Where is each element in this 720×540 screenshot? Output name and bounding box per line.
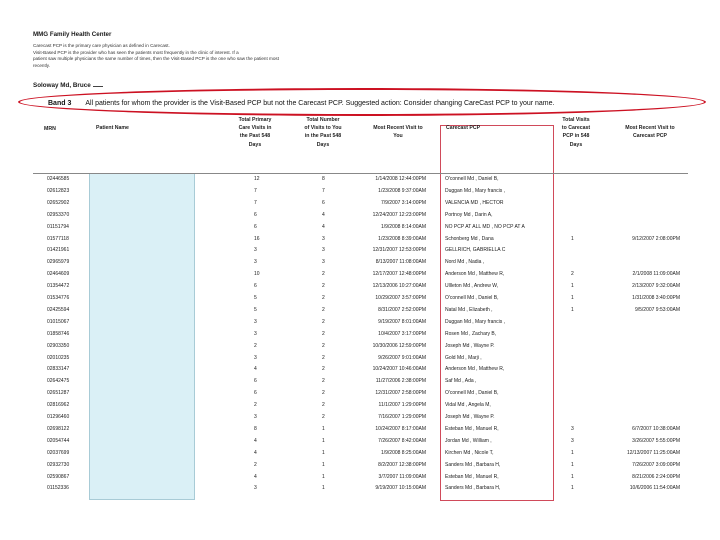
table-row (0, 436, 720, 446)
cell-carecast-pcp: Natal Md , Elizabeth , (445, 306, 493, 313)
cell-mrn: 02651287 (47, 390, 70, 397)
cell-total-primary-visits: 3 (254, 247, 257, 254)
cell-most-recent-visit-you: 9/19/2007 10:15:00AM (375, 485, 426, 492)
cell-total-primary-visits: 4 (254, 449, 257, 456)
cell-most-recent-visit-you: 9/26/2007 9:01:00AM (378, 354, 426, 361)
cell-total-primary-visits: 2 (254, 461, 257, 468)
cell-most-recent-visit-you: 12/17/2007 12:48:00PM (372, 271, 426, 278)
cell-most-recent-visit-you: 10/29/2007 3:57:00PM (375, 295, 426, 301)
cell-visits-to-you: 2 (322, 414, 325, 420)
cell-total-primary-visits: 6 (254, 223, 257, 230)
table-row (0, 174, 720, 184)
description-line: Carecast PCP is the primary care physician as defined in Carecast. (33, 43, 170, 48)
table-row (0, 257, 720, 267)
table-row (0, 317, 720, 327)
col-header-total-number (290, 116, 356, 149)
underline-divider (93, 86, 103, 87)
cell-carecast-pcp: O'connell Md , Daniel B, (445, 295, 499, 301)
table-row (0, 448, 720, 458)
cell-mrn: 02953370 (47, 211, 70, 218)
cell-visits-to-you: 2 (322, 390, 325, 397)
cell-carecast-pcp: Anderson Md , Matthew R, (445, 366, 505, 373)
cell-mrn: 01577118 (47, 235, 69, 242)
cell-most-recent-visit-you: 8/31/2007 2:52:00PM (378, 306, 426, 313)
header-line: to Carecast (561, 125, 591, 132)
cell-carecast-pcp: Schonberg Md , Dana (445, 235, 494, 242)
cell-total-primary-visits: 5 (254, 306, 257, 313)
table-row (0, 376, 720, 386)
cell-most-recent-visit-carecast: 3/26/2007 5:55:00PM (632, 437, 680, 444)
cell-most-recent-visit-you: 1/9/2008 8:14:00AM (380, 223, 426, 230)
cell-total-primary-visits: 7 (254, 199, 257, 206)
cell-most-recent-visit-you: 7/26/2007 8:42:00AM (378, 437, 426, 444)
cell-mrn: 01015067 (47, 318, 70, 325)
cell-mrn: 02612823 (47, 187, 70, 194)
table-row (0, 210, 720, 220)
cell-most-recent-visit-you: 1/9/2008 8:25:00AM (380, 449, 426, 456)
cell-total-primary-visits: 8 (254, 425, 257, 432)
cell-most-recent-visit-you: 1/23/2008 8:39:00AM (378, 235, 426, 242)
cell-visits-to-you: 3 (322, 247, 325, 254)
cell-most-recent-visit-carecast: 2/13/2007 9:32:00AM (632, 283, 680, 290)
cell-total-primary-visits: 16 (254, 235, 260, 242)
description-line: patient saw multiple physicians the same number of times, then the Visit-Based PCP is the one who saw the patient most (33, 56, 279, 62)
header-line: Days (248, 141, 262, 148)
col-header-most-recent-you (360, 124, 436, 140)
cell-carecast-pcp: Esteban Md , Manuel R, (445, 473, 499, 480)
header-line: Total Number (306, 117, 340, 123)
cell-total-primary-visits: 2 (254, 402, 257, 409)
cell-visits-to-carecast: 1 (571, 306, 574, 313)
table-row (0, 472, 720, 482)
cell-carecast-pcp: Joseph Md , Wayne P. (445, 342, 495, 349)
cell-visits-to-carecast: 1 (571, 235, 574, 242)
cell-most-recent-visit-you: 10/24/2007 10:46:00AM (372, 366, 426, 373)
cell-most-recent-visit-carecast: 1/31/2008 3:40:00PM (632, 295, 680, 301)
cell-total-primary-visits: 7 (254, 187, 257, 194)
cell-mrn: 02698122 (47, 425, 70, 432)
report-title: MMG Family Health Center (33, 31, 112, 38)
cell-total-primary-visits: 4 (254, 473, 257, 480)
cell-carecast-pcp: Sanders Md , Barbara H, (445, 485, 501, 492)
cell-visits-to-you: 2 (322, 318, 325, 325)
cell-carecast-pcp: GELLRICH, GABRIELLA C (445, 247, 506, 254)
cell-total-primary-visits: 2 (254, 342, 257, 349)
header-line: the Past 548 (239, 133, 271, 140)
cell-visits-to-you: 4 (322, 223, 325, 230)
table-row (0, 186, 720, 196)
cell-total-primary-visits: 3 (254, 330, 257, 337)
cell-carecast-pcp: O'connell Md , Daniel B, (445, 176, 499, 182)
cell-most-recent-visit-carecast: 12/13/2007 11:25:00AM (626, 449, 680, 456)
cell-mrn: 01354472 (47, 283, 70, 290)
provider-heading (33, 82, 103, 89)
cell-most-recent-visit-carecast: 10/6/2006 11:54:00AM (629, 485, 680, 492)
cell-total-primary-visits: 6 (254, 390, 257, 397)
header-line: Days (569, 141, 583, 148)
cell-visits-to-you: 4 (322, 211, 325, 218)
cell-visits-to-you: 1 (322, 485, 325, 492)
cell-visits-to-carecast: 3 (571, 425, 574, 432)
cell-visits-to-carecast: 1 (571, 449, 574, 456)
table-row (0, 341, 720, 351)
cell-most-recent-visit-you: 10/24/2007 8:17:00AM (375, 425, 426, 432)
cell-most-recent-visit-you: 10/4/2007 3:17:00PM (378, 330, 426, 337)
report-description (33, 43, 373, 69)
table-row (0, 305, 720, 315)
table-row (0, 424, 720, 434)
cell-visits-to-you: 2 (322, 354, 325, 361)
table-row (0, 269, 720, 279)
cell-most-recent-visit-carecast: 9/12/2007 2:08:00PM (632, 235, 680, 242)
table-row (0, 400, 720, 410)
col-header-most-recent-carecast (608, 124, 692, 140)
cell-visits-to-carecast: 1 (571, 485, 574, 492)
cell-carecast-pcp: Ullleton Md , Andrew W, (445, 283, 499, 290)
cell-most-recent-visit-you: 8/13/2007 11:08:00AM (375, 259, 426, 266)
cell-most-recent-visit-you: 1/14/2008 12:44:00PM (375, 176, 426, 182)
cell-most-recent-visit-you: 9/19/2007 8:01:00AM (378, 318, 426, 325)
cell-carecast-pcp: Esteban Md , Manuel R, (445, 425, 499, 432)
cell-total-primary-visits: 3 (254, 318, 257, 325)
cell-visits-to-you: 2 (322, 342, 325, 349)
cell-mrn: 02932730 (47, 461, 70, 468)
col-header-carecast-pcp: Carecast PCP (446, 125, 481, 131)
cell-most-recent-visit-you: 12/31/2007 12:53:00PM (372, 247, 426, 254)
header-line: You (393, 133, 403, 140)
cell-carecast-pcp: NO PCP AT ALL MD , NO PCP AT A (445, 223, 525, 230)
cell-total-primary-visits: 3 (254, 414, 257, 420)
cell-carecast-pcp: Kirchen Md , Nicole T, (445, 449, 494, 456)
cell-mrn: 02464609 (47, 271, 70, 278)
cell-mrn: 02590867 (47, 473, 70, 480)
table-row (0, 329, 720, 339)
cell-visits-to-you: 8 (322, 176, 325, 182)
header-line: in the Past 548 (304, 133, 342, 140)
cell-carecast-pcp: Gold Md , Marji , (445, 354, 482, 361)
cell-visits-to-you: 1 (322, 449, 325, 456)
cell-mrn: 02037699 (47, 449, 70, 456)
table-row (0, 460, 720, 470)
cell-most-recent-visit-carecast: 6/7/2007 10:38:00AM (632, 425, 680, 432)
cell-most-recent-visit-carecast: 7/26/2007 3:09:00PM (632, 461, 680, 468)
cell-carecast-pcp: Portnoy Md , Darin A, (445, 211, 493, 218)
cell-carecast-pcp: Nord Md , Nadia , (445, 259, 485, 266)
cell-visits-to-you: 7 (322, 187, 325, 194)
header-line: Days (316, 141, 330, 148)
cell-most-recent-visit-you: 12/31/2007 2:58:00PM (375, 390, 426, 397)
cell-carecast-pcp: Jordan Md , William , (445, 437, 492, 444)
cell-visits-to-you: 1 (322, 425, 325, 432)
cell-most-recent-visit-you: 8/2/2007 12:38:00PM (378, 461, 426, 468)
cell-mrn: 02425594 (47, 306, 70, 313)
cell-total-primary-visits: 12 (254, 176, 260, 182)
table-row (0, 353, 720, 363)
table-row (0, 483, 720, 493)
cell-most-recent-visit-you: 7/9/2007 3:14:00PM (380, 199, 426, 206)
cell-mrn: 02652902 (47, 199, 70, 206)
cell-most-recent-visit-you: 3/7/2007 11:09:00AM (378, 473, 426, 480)
cell-total-primary-visits: 3 (254, 259, 257, 266)
cell-carecast-pcp: Sanders Md , Barbara H, (445, 461, 501, 468)
cell-mrn: 01858746 (47, 330, 70, 337)
cell-carecast-pcp: Vidal Md , Angela M, (445, 402, 491, 409)
cell-most-recent-visit-you: 12/13/2006 10:27:00AM (372, 283, 426, 290)
cell-total-primary-visits: 10 (254, 271, 260, 278)
description-line: recently. (33, 62, 51, 68)
col-header-total-visits-carecast (554, 116, 598, 149)
cell-most-recent-visit-carecast: 8/21/2006 2:24:00PM (632, 473, 680, 480)
cell-mrn: 01534776 (47, 295, 70, 301)
cell-visits-to-you: 1 (322, 473, 325, 480)
table-row (0, 293, 720, 303)
cell-most-recent-visit-you: 10/30/2006 12:59:00PM (372, 342, 426, 349)
cell-total-primary-visits: 4 (254, 437, 257, 444)
cell-most-recent-visit-you: 11/27/2006 2:38:00PM (375, 378, 426, 385)
cell-mrn: 02010235 (47, 354, 70, 361)
table-row (0, 412, 720, 422)
cell-total-primary-visits: 6 (254, 211, 257, 218)
cell-total-primary-visits: 3 (254, 485, 257, 492)
description-line: Visit-Based PCP is the provider who has seen the patients most frequently in the clinic of interest. If a (33, 49, 239, 55)
table-row (0, 245, 720, 255)
col-header-total-primary (224, 116, 286, 149)
header-line: Total Visits (562, 117, 590, 123)
cell-mrn: 02816962 (47, 402, 70, 409)
cell-visits-to-you: 2 (322, 402, 325, 409)
header-line: Total Primary (238, 117, 272, 123)
cell-carecast-pcp: Rosen Md , Zachary B, (445, 330, 497, 337)
cell-visits-to-carecast: 2 (571, 271, 574, 278)
cell-visits-to-carecast: 1 (571, 461, 574, 468)
cell-visits-to-you: 3 (322, 235, 325, 242)
cell-visits-to-you: 2 (322, 378, 325, 385)
cell-mrn: 02446585 (47, 176, 70, 182)
header-line: Carecast PCP (632, 133, 668, 140)
band-text: All patients for whom the provider is the Visit-Based PCP but not the Carecast PCP. Suggested action: Consider changing CareCast PCP to your name. (85, 100, 555, 107)
header-line: PCP in 548 (562, 133, 590, 140)
cell-most-recent-visit-you: 1/23/2008 9:37:00AM (378, 187, 426, 194)
cell-visits-to-you: 2 (322, 295, 325, 301)
cell-carecast-pcp: O'connell Md , Daniel B, (445, 390, 499, 397)
cell-most-recent-visit-you: 12/24/2007 12:23:00PM (372, 211, 426, 218)
cell-mrn: 01152336 (47, 485, 69, 492)
cell-visits-to-you: 2 (322, 283, 325, 290)
header-line: Most Recent Visit to (373, 125, 423, 131)
cell-visits-to-you: 2 (322, 330, 325, 337)
cell-mrn: 01296460 (47, 414, 70, 420)
table-row (0, 222, 720, 232)
cell-carecast-pcp: Saf Md , Ada , (445, 378, 477, 385)
cell-visits-to-carecast: 1 (571, 473, 574, 480)
cell-mrn: 02965979 (47, 259, 70, 266)
cell-visits-to-carecast: 1 (571, 283, 574, 290)
cell-most-recent-visit-you: 7/16/2007 1:29:00PM (378, 414, 426, 420)
table-row (0, 388, 720, 398)
cell-visits-to-you: 2 (322, 366, 325, 373)
cell-visits-to-you: 1 (322, 461, 325, 468)
header-line: Care Visits in (238, 125, 272, 132)
cell-total-primary-visits: 6 (254, 378, 257, 385)
band-label: Band 3 (48, 100, 72, 107)
cell-mrn: 02054744 (47, 437, 70, 444)
cell-total-primary-visits: 4 (254, 366, 257, 373)
cell-total-primary-visits: 5 (254, 295, 257, 301)
header-line: Most Recent Visit to (625, 125, 675, 131)
cell-most-recent-visit-carecast: 9/5/2007 9:53:00AM (634, 306, 680, 313)
provider-name: Soloway Md, Bruce (33, 82, 91, 89)
cell-mrn: 02642475 (47, 378, 70, 385)
table-row (0, 281, 720, 291)
cell-mrn: 01421961 (47, 247, 70, 254)
cell-carecast-pcp: Joseph Md , Wayne P. (445, 414, 495, 420)
cell-most-recent-visit-carecast: 2/1/2008 11:09:00AM (632, 271, 680, 278)
cell-total-primary-visits: 3 (254, 354, 257, 361)
cell-carecast-pcp: Anderson Md , Matthew R, (445, 271, 505, 278)
cell-visits-to-you: 3 (322, 259, 325, 266)
table-row (0, 364, 720, 374)
cell-most-recent-visit-you: 11/1/2007 1:29:00PM (378, 402, 426, 409)
cell-visits-to-you: 6 (322, 199, 325, 206)
cell-total-primary-visits: 6 (254, 283, 257, 290)
cell-visits-to-carecast: 3 (571, 437, 574, 444)
col-header-mrn: MRN (44, 126, 56, 132)
cell-visits-to-you: 1 (322, 437, 325, 444)
cell-visits-to-you: 2 (322, 306, 325, 313)
cell-carecast-pcp: VALENCIA MD , HECTOR (445, 199, 504, 206)
cell-carecast-pcp: Duggan Md , Mary francis , (445, 318, 506, 325)
col-header-patient-name: Patient Name (96, 125, 129, 131)
cell-visits-to-carecast: 1 (571, 295, 574, 301)
cell-visits-to-you: 2 (322, 271, 325, 278)
cell-mrn: 02903350 (47, 342, 70, 349)
table-row (0, 234, 720, 244)
header-line: of Visits to You (304, 125, 342, 132)
band-description (48, 100, 554, 107)
cell-mrn: 01151794 (47, 223, 69, 230)
cell-carecast-pcp: Duggan Md , Mary francis , (445, 187, 506, 194)
table-row (0, 198, 720, 208)
cell-mrn: 02833147 (47, 366, 70, 373)
